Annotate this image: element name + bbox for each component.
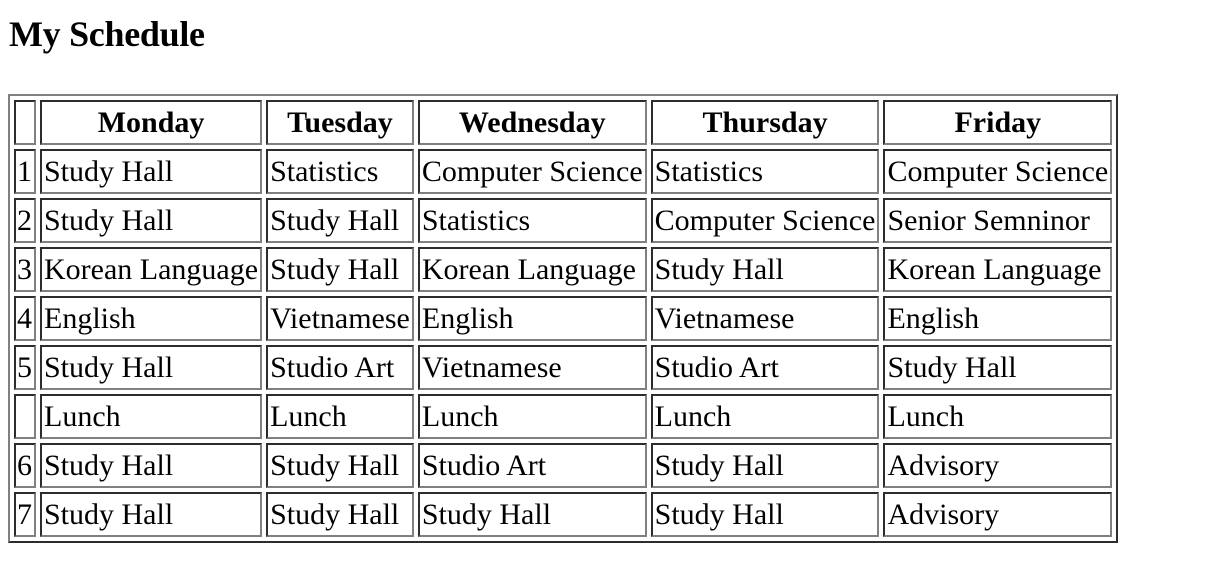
class-cell: Study Hall xyxy=(651,492,880,537)
table-row xyxy=(14,443,1112,488)
class-cell: Computer Science xyxy=(418,149,647,194)
class-cell: Senior Semninor xyxy=(883,198,1112,243)
class-cell: Study Hall xyxy=(883,345,1112,390)
header-row xyxy=(14,100,1112,145)
class-cell: Study Hall xyxy=(651,247,880,292)
period-cell: 2 xyxy=(14,198,36,243)
class-cell: Study Hall xyxy=(40,149,262,194)
class-cell: Study Hall xyxy=(651,443,880,488)
class-cell: Study Hall xyxy=(266,247,414,292)
class-cell: Korean Language xyxy=(418,247,647,292)
class-cell: English xyxy=(418,296,647,341)
table-row xyxy=(14,149,1112,194)
class-cell: Lunch xyxy=(883,394,1112,439)
period-cell: 5 xyxy=(14,345,36,390)
class-cell: Lunch xyxy=(266,394,414,439)
class-cell: Computer Science xyxy=(883,149,1112,194)
class-cell: Computer Science xyxy=(651,198,880,243)
class-cell: Lunch xyxy=(40,394,262,439)
day-header-wednesday: Wednesday xyxy=(418,100,647,145)
class-cell: Korean Language xyxy=(883,247,1112,292)
class-cell: Lunch xyxy=(418,394,647,439)
class-cell: Advisory xyxy=(883,443,1112,488)
day-header-monday: Monday xyxy=(40,100,262,145)
period-cell: 6 xyxy=(14,443,36,488)
table-row xyxy=(14,296,1112,341)
class-cell: Statistics xyxy=(651,149,880,194)
period-cell xyxy=(14,394,36,439)
day-header-friday: Friday xyxy=(883,100,1112,145)
class-cell: Study Hall xyxy=(40,492,262,537)
period-cell: 7 xyxy=(14,492,36,537)
table-row xyxy=(14,345,1112,390)
class-cell: Korean Language xyxy=(40,247,262,292)
class-cell: Vietnamese xyxy=(418,345,647,390)
class-cell: Studio Art xyxy=(651,345,880,390)
period-cell: 3 xyxy=(14,247,36,292)
class-cell: Vietnamese xyxy=(651,296,880,341)
class-cell: Study Hall xyxy=(40,345,262,390)
class-cell: English xyxy=(883,296,1112,341)
period-cell: 1 xyxy=(14,149,36,194)
table-row xyxy=(14,198,1112,243)
class-cell: Studio Art xyxy=(266,345,414,390)
class-cell: Studio Art xyxy=(418,443,647,488)
page-title: My Schedule xyxy=(9,14,205,54)
class-cell: Study Hall xyxy=(40,198,262,243)
class-cell: Study Hall xyxy=(266,198,414,243)
class-cell: Study Hall xyxy=(40,443,262,488)
table-row-lunch xyxy=(14,394,1112,439)
class-cell: Lunch xyxy=(651,394,880,439)
corner-cell xyxy=(14,100,36,145)
class-cell: Advisory xyxy=(883,492,1112,537)
class-cell: Statistics xyxy=(266,149,414,194)
table-row xyxy=(14,492,1112,537)
day-header-thursday: Thursday xyxy=(651,100,880,145)
class-cell: Study Hall xyxy=(266,443,414,488)
schedule-table xyxy=(8,94,1118,543)
class-cell: Vietnamese xyxy=(266,296,414,341)
class-cell: Study Hall xyxy=(418,492,647,537)
day-header-tuesday: Tuesday xyxy=(266,100,414,145)
table-row xyxy=(14,247,1112,292)
period-cell: 4 xyxy=(14,296,36,341)
class-cell: Study Hall xyxy=(266,492,414,537)
class-cell: English xyxy=(40,296,262,341)
class-cell: Statistics xyxy=(418,198,647,243)
